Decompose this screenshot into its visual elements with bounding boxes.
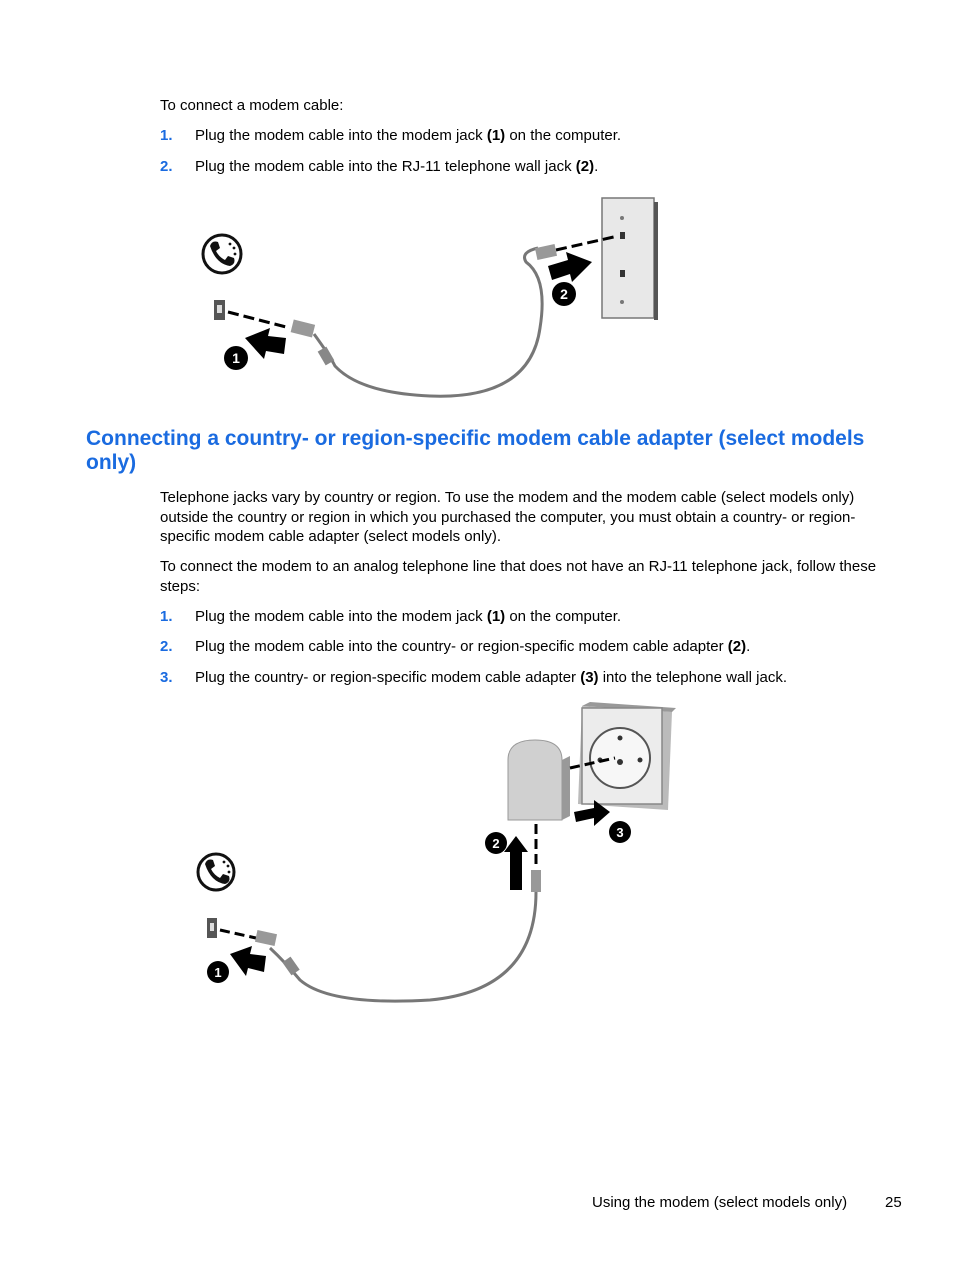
arrow-icon — [230, 946, 266, 976]
cable-adapter — [508, 740, 570, 820]
paragraph: To connect the modem to an analog telephone line that does not have an RJ-11 telephone jack, follow these steps: — [160, 558, 877, 595]
arrow-icon — [548, 252, 592, 282]
step-text: Plug the modem cable into the modem jack (1) on the computer. — [195, 127, 622, 144]
step-text: Plug the modem cable into the RJ-11 telephone wall jack (2). — [195, 158, 599, 175]
paragraph: Telephone jacks vary by country or region. To use the modem and the modem cable (select models only) outside the country or region in which you purchased the computer, you must obtain a country- or region-specific modem cable adapter (select models only). — [160, 489, 856, 545]
adapter-illustration — [190, 700, 680, 1015]
step-text: Plug the modem cable into the country- or region-specific modem cable adapter (2). — [195, 638, 751, 655]
arrow-icon — [245, 328, 286, 359]
step-text: Plug the country- or region-specific modem cable adapter (3) into the telephone wall jack. — [195, 669, 787, 686]
intro-text: To connect a modem cable: — [160, 97, 344, 114]
footer-title: Using the modem (select models only) — [592, 1194, 848, 1211]
section-heading: Connecting a country- or region-specific modem cable adapter (select models only) — [86, 427, 865, 474]
callout-1-label: 1 — [232, 350, 240, 366]
step-number: 2. — [160, 158, 173, 175]
callout-3-label: 3 — [616, 825, 624, 840]
step-text: Plug the modem cable into the modem jack (1) on the computer. — [195, 608, 622, 625]
rj11-plug-icon — [291, 320, 315, 338]
callout-2-label: 2 — [492, 836, 500, 851]
page-number: 25 — [885, 1194, 902, 1211]
callout-1-label: 1 — [214, 965, 222, 980]
arrow-icon — [504, 836, 528, 890]
step-number: 3. — [160, 669, 173, 686]
callout-2-label: 2 — [560, 286, 568, 302]
step-number: 2. — [160, 638, 173, 655]
phone-icon — [198, 854, 234, 890]
phone-icon — [203, 235, 241, 273]
step-number: 1. — [160, 127, 173, 144]
wall-socket — [578, 702, 676, 810]
modem-cable-illustration — [190, 188, 670, 410]
wall-jack-plate — [602, 198, 654, 318]
step-number: 1. — [160, 608, 173, 625]
